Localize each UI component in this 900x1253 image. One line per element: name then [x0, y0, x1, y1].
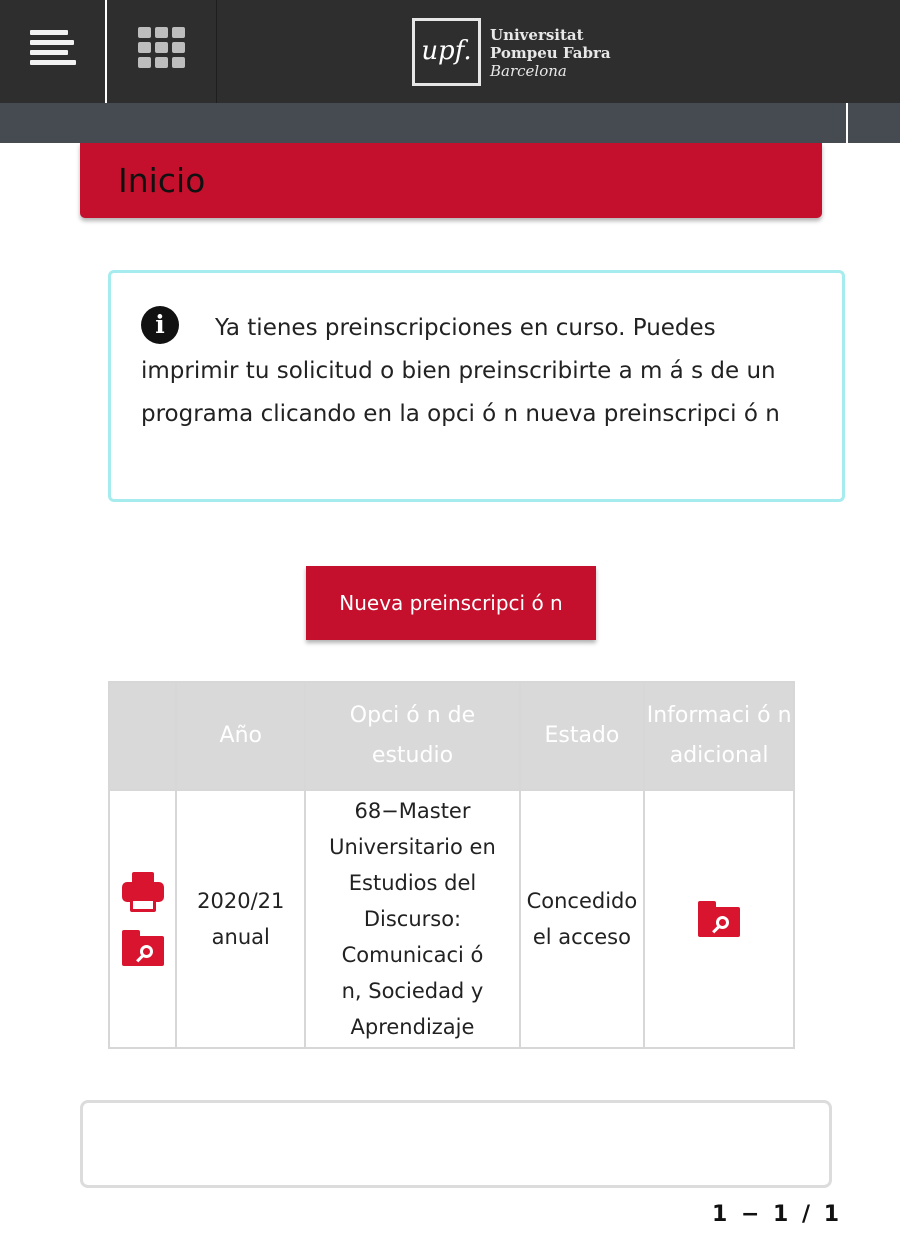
logo-line-3: Barcelona [490, 62, 567, 80]
logo-text [490, 26, 611, 80]
alert-text: Ya tienes preinscripciones en curso. Puedes imprimir tu solicitud o bien preinscribirte a m á s de un programa clicando en la opci ó n nueva preinscripci ó n [141, 315, 780, 427]
row-actions-cell [109, 790, 176, 1048]
footer-panel [80, 1100, 832, 1188]
info-alert [108, 270, 845, 502]
printer-icon[interactable] [122, 872, 164, 912]
row-study-option-cell: 68−Master Universitario en Estudios del Discurso: Comunicaci ó n, Sociedad y Aprendizaje [305, 790, 519, 1048]
header-additional-info: Informaci ó n adicional [644, 682, 794, 790]
top-bar [0, 0, 900, 103]
header-status: Estado [520, 682, 645, 790]
logo-line-2: Pompeu Fabra [490, 44, 611, 62]
header-actions [109, 682, 176, 790]
folder-search-icon[interactable] [698, 901, 740, 937]
header-study-option: Opci ó n de estudio [305, 682, 519, 790]
university-logo[interactable] [412, 18, 612, 86]
sub-bar-divider [846, 103, 848, 143]
table-row [109, 790, 794, 1048]
menu-button[interactable] [0, 0, 107, 103]
apps-grid-icon [138, 27, 186, 69]
pagination-info: 1 − 1 / 1 [712, 1202, 843, 1227]
logo-line-1: Universitat [490, 26, 584, 44]
sub-bar [0, 103, 900, 143]
row-status-cell: Concedido el acceso [520, 790, 645, 1048]
page-title: Inicio [118, 161, 206, 200]
row-info-cell [644, 790, 794, 1048]
folder-search-icon[interactable] [122, 930, 164, 966]
logo-mark: upf. [412, 18, 481, 86]
table-header-row [109, 682, 794, 790]
info-icon: i [141, 306, 179, 344]
new-preinscription-button[interactable]: Nueva preinscripci ó n [306, 566, 596, 640]
row-year-cell: 2020/21 anual [176, 790, 305, 1048]
page-header [80, 143, 822, 218]
header-year: Año [176, 682, 305, 790]
apps-button[interactable] [109, 0, 217, 103]
preinscriptions-table [108, 681, 795, 1049]
